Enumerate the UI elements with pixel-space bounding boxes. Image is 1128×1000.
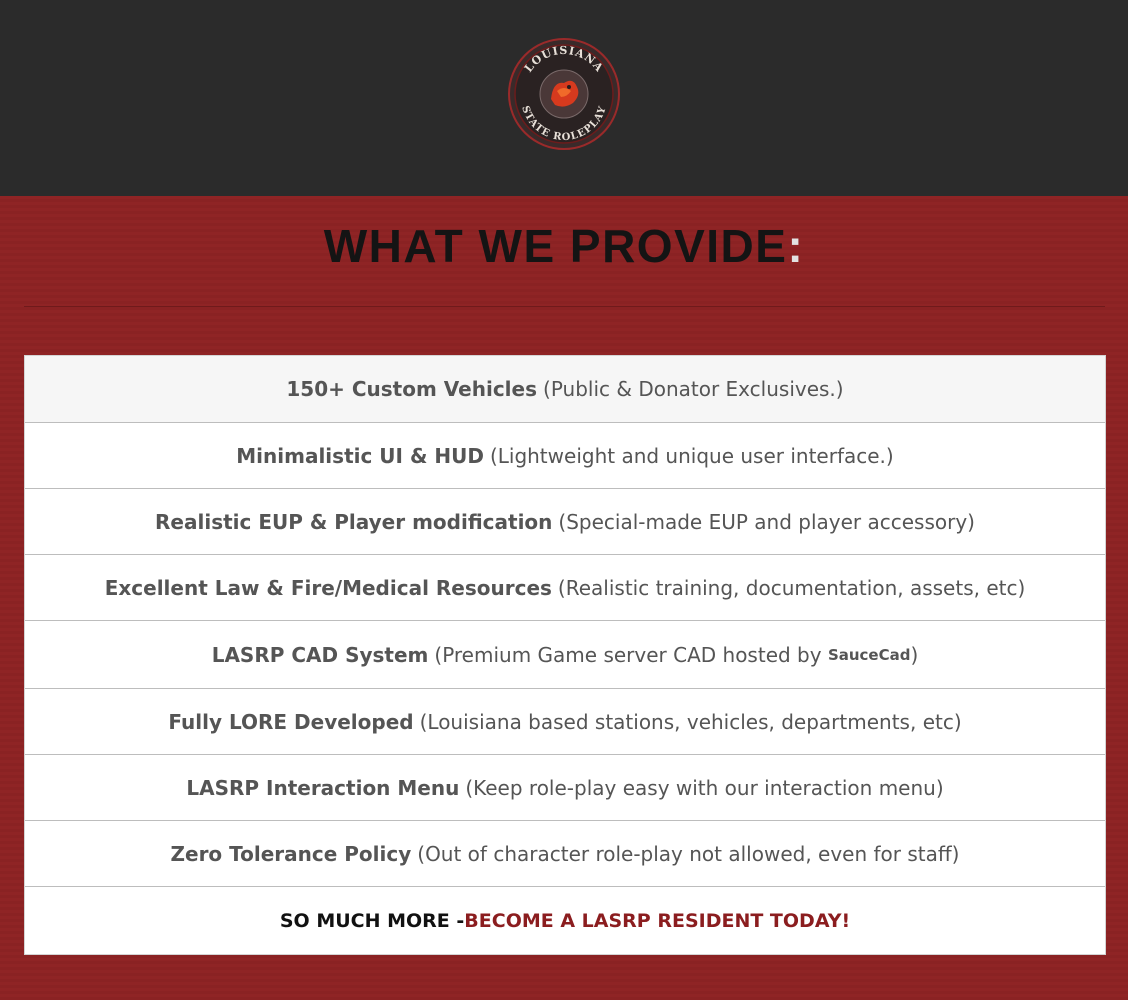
cta-text: BECOME A LASRP RESIDENT TODAY! (464, 909, 851, 932)
feature-desc: (Lightweight and unique user interface.) (489, 443, 894, 468)
list-item (25, 488, 1105, 554)
logo-bottom-text: STATE ROLEPLAY (519, 104, 609, 144)
page-title-text: WHAT WE PROVIDE (323, 220, 788, 272)
main-section (0, 196, 1128, 1000)
header (0, 0, 1128, 196)
list-item (25, 620, 1105, 688)
feature-desc: (Public & Donator Exclusives.) (543, 377, 844, 401)
feature-title: Minimalistic UI & HUD (236, 443, 484, 468)
feature-desc: (Special-made EUP and player accessory) (558, 509, 975, 534)
feature-desc: (Louisiana based stations, vehicles, departments, etc) (419, 709, 962, 734)
pelican-seal-icon (540, 70, 588, 118)
feature-desc: (Keep role-play easy with our interaction menu) (465, 775, 944, 800)
logo-top-text: LOUISIANA (521, 43, 607, 75)
final-text: SO MUCH MORE - (279, 909, 465, 932)
divider (24, 306, 1105, 307)
feature-title: Excellent Law & Fire/Medical Resources (104, 575, 552, 600)
list-item (25, 356, 1105, 422)
feature-title: 150+ Custom Vehicles (286, 377, 538, 401)
list-item (25, 688, 1105, 754)
list-item (25, 554, 1105, 620)
list-item (25, 754, 1105, 820)
feature-title: Fully LORE Developed (168, 709, 414, 734)
feature-title: LASRP Interaction Menu (186, 775, 460, 800)
list-item (25, 422, 1105, 488)
feature-desc: (Premium Game server CAD hosted by (434, 642, 822, 667)
cta-row (25, 886, 1105, 954)
feature-desc-end: ) (910, 642, 919, 667)
logo[interactable] (507, 37, 621, 151)
features-list (24, 355, 1106, 955)
feature-title: Realistic EUP & Player modification (155, 509, 553, 534)
feature-desc: (Realistic training, documentation, assets, etc) (557, 575, 1026, 600)
page-title (0, 218, 1128, 274)
feature-title: LASRP CAD System (211, 642, 429, 667)
feature-title: Zero Tolerance Policy (170, 841, 412, 866)
list-item (25, 820, 1105, 886)
saucecad-link[interactable]: SauceCad (827, 645, 911, 664)
feature-desc: (Out of character role-play not allowed, even for staff) (417, 841, 960, 866)
page-title-colon: : (787, 220, 805, 272)
